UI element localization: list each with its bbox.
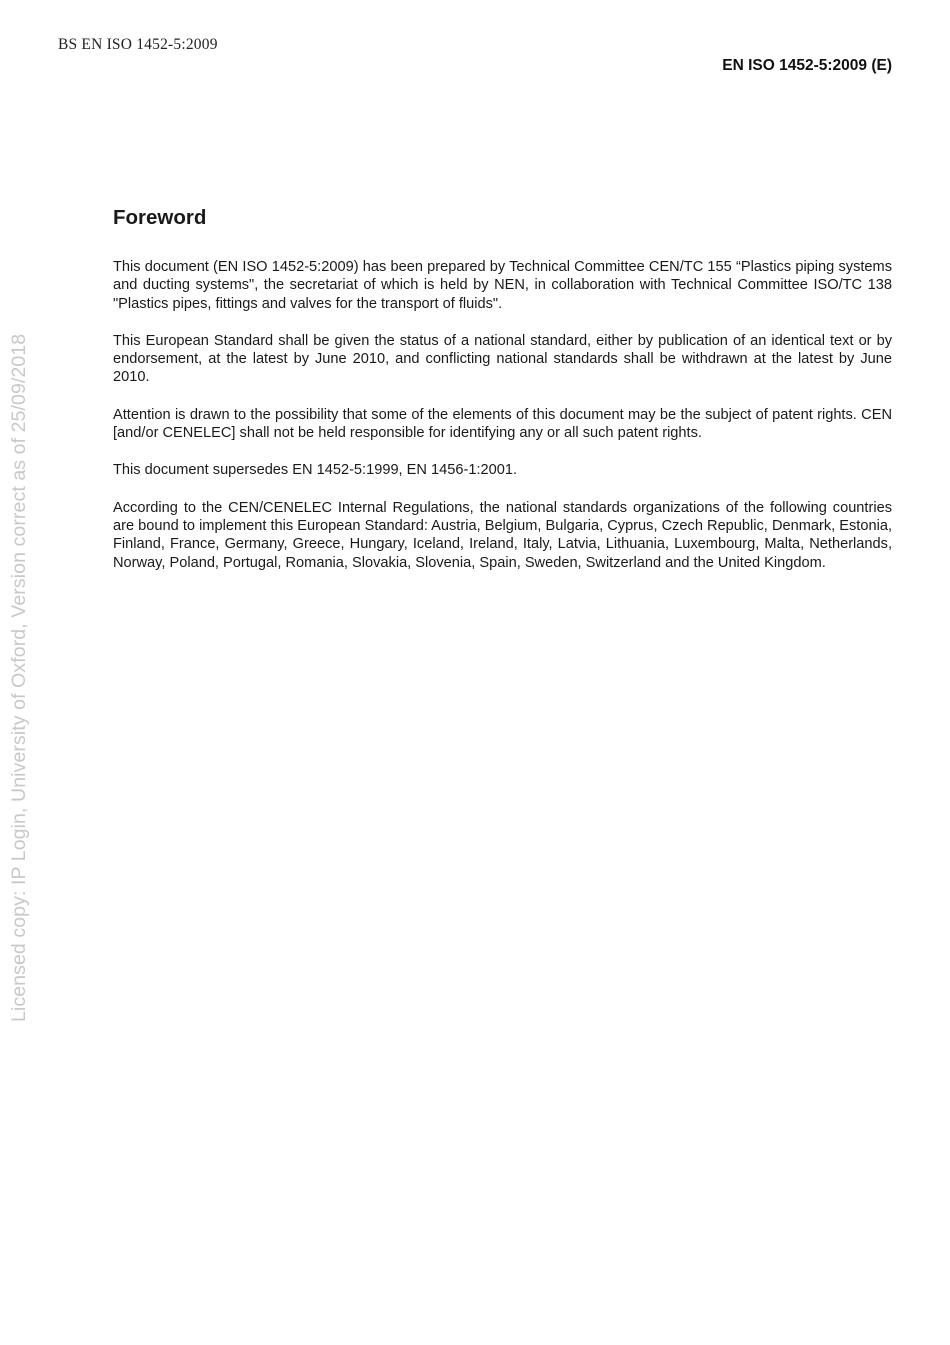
paragraph-supersedes: This document supersedes EN 1452-5:1999, EN 1456-1:2001. [113,462,518,479]
section-title: Foreword [113,206,207,229]
paragraph-preparation: This document (EN ISO 1452-5:2009) has been prepared by Technical Committee CEN/TC 155 “Plastics piping systems and ducting systems", the secretariat of which is held by NEN, in collaboration with Technical Committee ISO/TC 138 "Plastics pipes, fittings and valves for the transport of fluids". [113,259,892,312]
license-watermark: Licensed copy: IP Login, University of Oxford, Version correct as of 25/09/2018 [8,333,30,1022]
foreword-section [113,206,892,591]
paragraph-patent-rights: Attention is drawn to the possibility that some of the elements of this document may be the subject of patent rights. CEN [and/or CENELEC] shall not be held responsible for identifying any or all such patent rights. [113,406,892,442]
en-standard-header: EN ISO 1452-5:2009 (E) [722,57,892,74]
paragraph-countries: According to the CEN/CENELEC Internal Regulations, the national standards organizations of the following countries are bound to implement this European Standard: Austria, Belgium, Bulgaria, Cyprus, Czech Republic, Denmark, Estonia, Finland, France, Germany, Greece, Hungary, Iceland, Ireland, Italy, Latvia, Lithuania, Luxembourg, Malta, Netherlands, Norway, Poland, Portugal, Romania, Slovakia, Slovenia, Spain, Sweden, Switzerland and the United Kingdom. [113,499,892,571]
paragraph-national-status: This European Standard shall be given the status of a national standard, either by publication of an identical text or by endorsement, at the latest by June 2010, and conflicting national standards shall be withdrawn at the latest by June 2010. [113,332,892,386]
bs-standard-header: BS EN ISO 1452-5:2009 [58,36,218,53]
